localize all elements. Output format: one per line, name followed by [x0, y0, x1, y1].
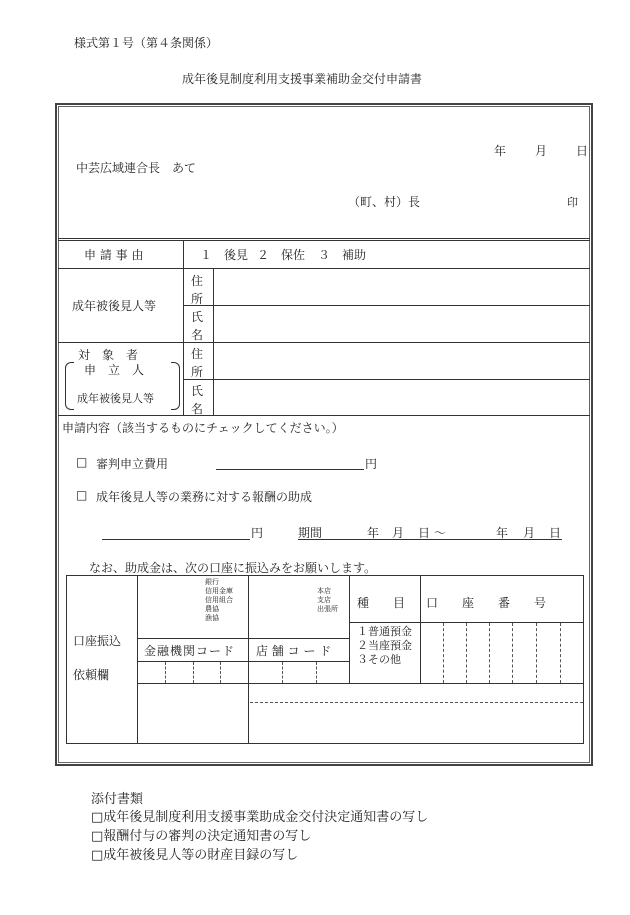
item2-label: 成年後見人等の業務に対する報酬の助成	[96, 490, 313, 504]
attachment-item-2	[91, 825, 311, 844]
attachment-text-1: 成年後見制度利用支援事業助成金交付決定通知書の写し	[103, 810, 429, 825]
target-address-field[interactable]	[214, 343, 589, 379]
left-bracket	[65, 362, 74, 410]
period-label: 期間	[298, 526, 323, 540]
ward-address-field[interactable]	[214, 269, 589, 305]
period-to-day: 日	[549, 526, 562, 540]
inst-type-shinkin: 信用金庫	[205, 587, 233, 595]
period-from-month: 月	[392, 526, 405, 540]
ward-name-label: 氏名	[191, 310, 204, 342]
item1-checkbox[interactable]: □	[76, 455, 88, 469]
target-name-label: 氏名	[191, 384, 204, 416]
reason-option-assistant[interactable]: ３ 補助	[318, 248, 367, 262]
branch-type-branch: 支店	[317, 596, 331, 604]
target-petitioner: 申 立 人	[84, 363, 145, 377]
attachment-item-3	[91, 844, 298, 863]
bank-side-label-2: 依頼欄	[73, 668, 110, 682]
institution-code-label: 金融機関コード	[144, 644, 236, 658]
account-number-field[interactable]	[421, 623, 583, 683]
kind-header: 種 目	[357, 596, 406, 610]
institution-code-field[interactable]	[138, 662, 248, 683]
inst-type-gyokyo: 漁協	[205, 614, 219, 622]
item2-checkbox[interactable]: □	[76, 488, 88, 502]
item1-amount-field[interactable]	[216, 469, 364, 470]
ward-label: 成年被後見人等	[72, 299, 157, 313]
period-to-month: 月	[523, 526, 536, 540]
reason-label: 申 請 事 由	[84, 248, 144, 262]
branch-code-field[interactable]	[249, 662, 349, 683]
kind-options[interactable]	[357, 625, 412, 667]
account-name-field[interactable]	[249, 684, 583, 743]
item1-unit: 円	[365, 457, 378, 471]
period-from-day: 日 ～	[418, 526, 446, 540]
target-subject: 対 象 者	[78, 348, 139, 362]
ward-address-label: 住所	[191, 274, 204, 306]
date-month: 月	[535, 144, 548, 158]
inst-type-bank: 銀行	[205, 578, 219, 586]
attachment-checkbox-1[interactable]: □	[91, 810, 104, 825]
target-ward: 成年被後見人等	[77, 392, 154, 405]
form-number: 様式第１号（第４条関係）	[74, 36, 219, 50]
account-number-header: 口 座 番 号	[426, 596, 547, 610]
seal-mark: 印	[567, 196, 578, 209]
kind-other[interactable]: ３その他	[357, 653, 401, 666]
reason-option-curator[interactable]: ２ 保佐	[257, 248, 306, 262]
item1-label: 審判申立費用	[96, 457, 169, 471]
attachment-item-1	[91, 806, 428, 825]
ward-name-field[interactable]	[214, 306, 589, 342]
reason-option-guardian[interactable]: １ 後見	[200, 248, 249, 262]
attachment-checkbox-2[interactable]: □	[91, 829, 104, 844]
branch-types	[317, 587, 349, 614]
attachment-checkbox-3[interactable]: □	[91, 848, 104, 863]
kind-ordinary[interactable]: １普通預金	[357, 625, 412, 638]
inst-type-nokyo: 農協	[205, 605, 219, 613]
content-heading: 申請内容（該当するものにチェックしてください。）	[62, 421, 344, 435]
item2-unit: 円	[251, 526, 264, 540]
attachment-text-3: 成年被後見人等の財産目録の写し	[103, 848, 299, 863]
date-year: 年	[494, 144, 507, 158]
branch-code-label: 店 舗 コ ー ド	[256, 644, 332, 658]
item2-amount-field[interactable]	[102, 539, 250, 540]
addressee: 中芸広域連合長 あて	[76, 161, 197, 175]
branch-type-office: 出張所	[317, 605, 338, 613]
attachment-text-2: 報酬付与の審判の決定通知書の写し	[103, 829, 312, 844]
target-address-label: 住所	[191, 347, 204, 379]
mayor-label: （町、村）長	[348, 195, 421, 209]
attachments-heading: 添付書類	[91, 792, 144, 807]
transfer-note: なお、助成金は、次の口座に振込みをお願いします。	[89, 561, 377, 575]
date-day: 日	[576, 144, 589, 158]
form-title: 成年後見制度利用支援事業補助金交付申請書	[182, 72, 423, 86]
institution-types	[205, 578, 249, 623]
kind-current[interactable]: ２当座預金	[357, 639, 412, 652]
period-from-year: 年	[367, 526, 380, 540]
branch-type-main: 本店	[317, 587, 331, 595]
right-bracket	[171, 362, 180, 410]
period-to-year: 年	[496, 526, 509, 540]
bank-side-label-1: 口座振込	[73, 634, 122, 648]
target-name-field[interactable]	[214, 380, 589, 415]
inst-type-shinkumi: 信用組合	[205, 596, 233, 604]
